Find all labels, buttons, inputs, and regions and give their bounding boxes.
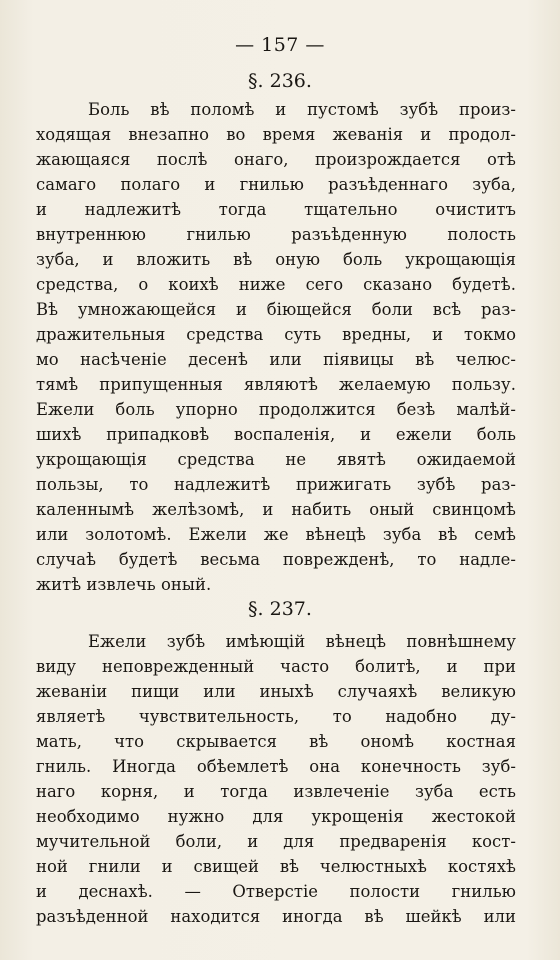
text-line: жающаяся послѣ онаго, произрождается отѣ [36, 150, 516, 169]
text-line: мучительной боли, и для предваренія кост- [36, 832, 516, 851]
text-line: ходящая внезапно во время жеванія и продол- [36, 125, 516, 144]
section-heading: §. 237. [248, 598, 312, 620]
text-line: наго корня, и тогда извлеченіе зуба есть [36, 782, 516, 801]
text-line: мо насѣченіе десенѣ или піявицы вѣ челюс- [36, 350, 516, 369]
text-line: самаго полаго и гнилью разъѣденнаго зуба, [36, 175, 516, 194]
text-line: внутреннюю гнилью разъѣденную полость [36, 225, 516, 244]
text-line: каленнымѣ желѣзомѣ, и набить оный свинцомѣ [36, 500, 516, 519]
text-line: укрощающія средства не явятѣ ожидаемой [36, 450, 516, 469]
text-line: Вѣ умножающейся и біющейся боли всѣ раз- [36, 300, 516, 319]
text-line: Боль вѣ поломѣ и пустомѣ зубѣ произ- [88, 100, 516, 119]
text-line: жеваніи пищи или иныхѣ случаяхѣ великую [36, 682, 516, 701]
text-line: ной гнили и свищей вѣ челюстныхѣ костяхѣ [36, 857, 516, 876]
text-line: являетѣ чувствительность, то надобно ду- [36, 707, 516, 726]
text-line: и деснахѣ. — Отверстіе полости гнилью [36, 882, 516, 901]
text-line: и надлежитѣ тогда тщательно очиститъ [36, 200, 516, 219]
text-line: Ежели зубѣ имѣющій вѣнецѣ повнѣшнему [88, 632, 516, 651]
text-line: пользы, то надлежитѣ прижигать зубѣ раз- [36, 475, 516, 494]
text-line: средства, о коихѣ ниже сего сказано будетѣ. [36, 275, 516, 294]
text-line: житѣ извлечь оный. [36, 575, 212, 594]
text-line: случаѣ будетѣ весьма поврежденѣ, то надле- [36, 550, 516, 569]
text-line: тямѣ припущенныя являютѣ желаемую пользу. [36, 375, 516, 394]
text-line: мать, что скрывается вѣ ономѣ костная [36, 732, 516, 751]
text-line: или золотомѣ. Ежели же вѣнецѣ зуба вѣ семѣ [36, 525, 516, 544]
section-heading: §. 236. [248, 70, 312, 92]
text-line: дражительныя средства суть вредны, и токмо [36, 325, 516, 344]
text-line: зуба, и вложить вѣ оную боль укрощающія [36, 250, 516, 269]
text-line: разъѣденной находится иногда вѣ шейкѣ или [36, 907, 516, 926]
text-line: шихѣ припадковѣ воспаленія, и ежели боль [36, 425, 516, 444]
page-number: — 157 — [235, 34, 325, 56]
text-line: необходимо нужно для укрощенія жестокой [36, 807, 516, 826]
text-line: гниль. Иногда обѣемлетѣ она конечность зуб- [36, 757, 516, 776]
text-line: виду неповрежденный часто болитѣ, и при [36, 657, 516, 676]
text-line: Ежели боль упорно продолжится безѣ малѣй- [36, 400, 516, 419]
